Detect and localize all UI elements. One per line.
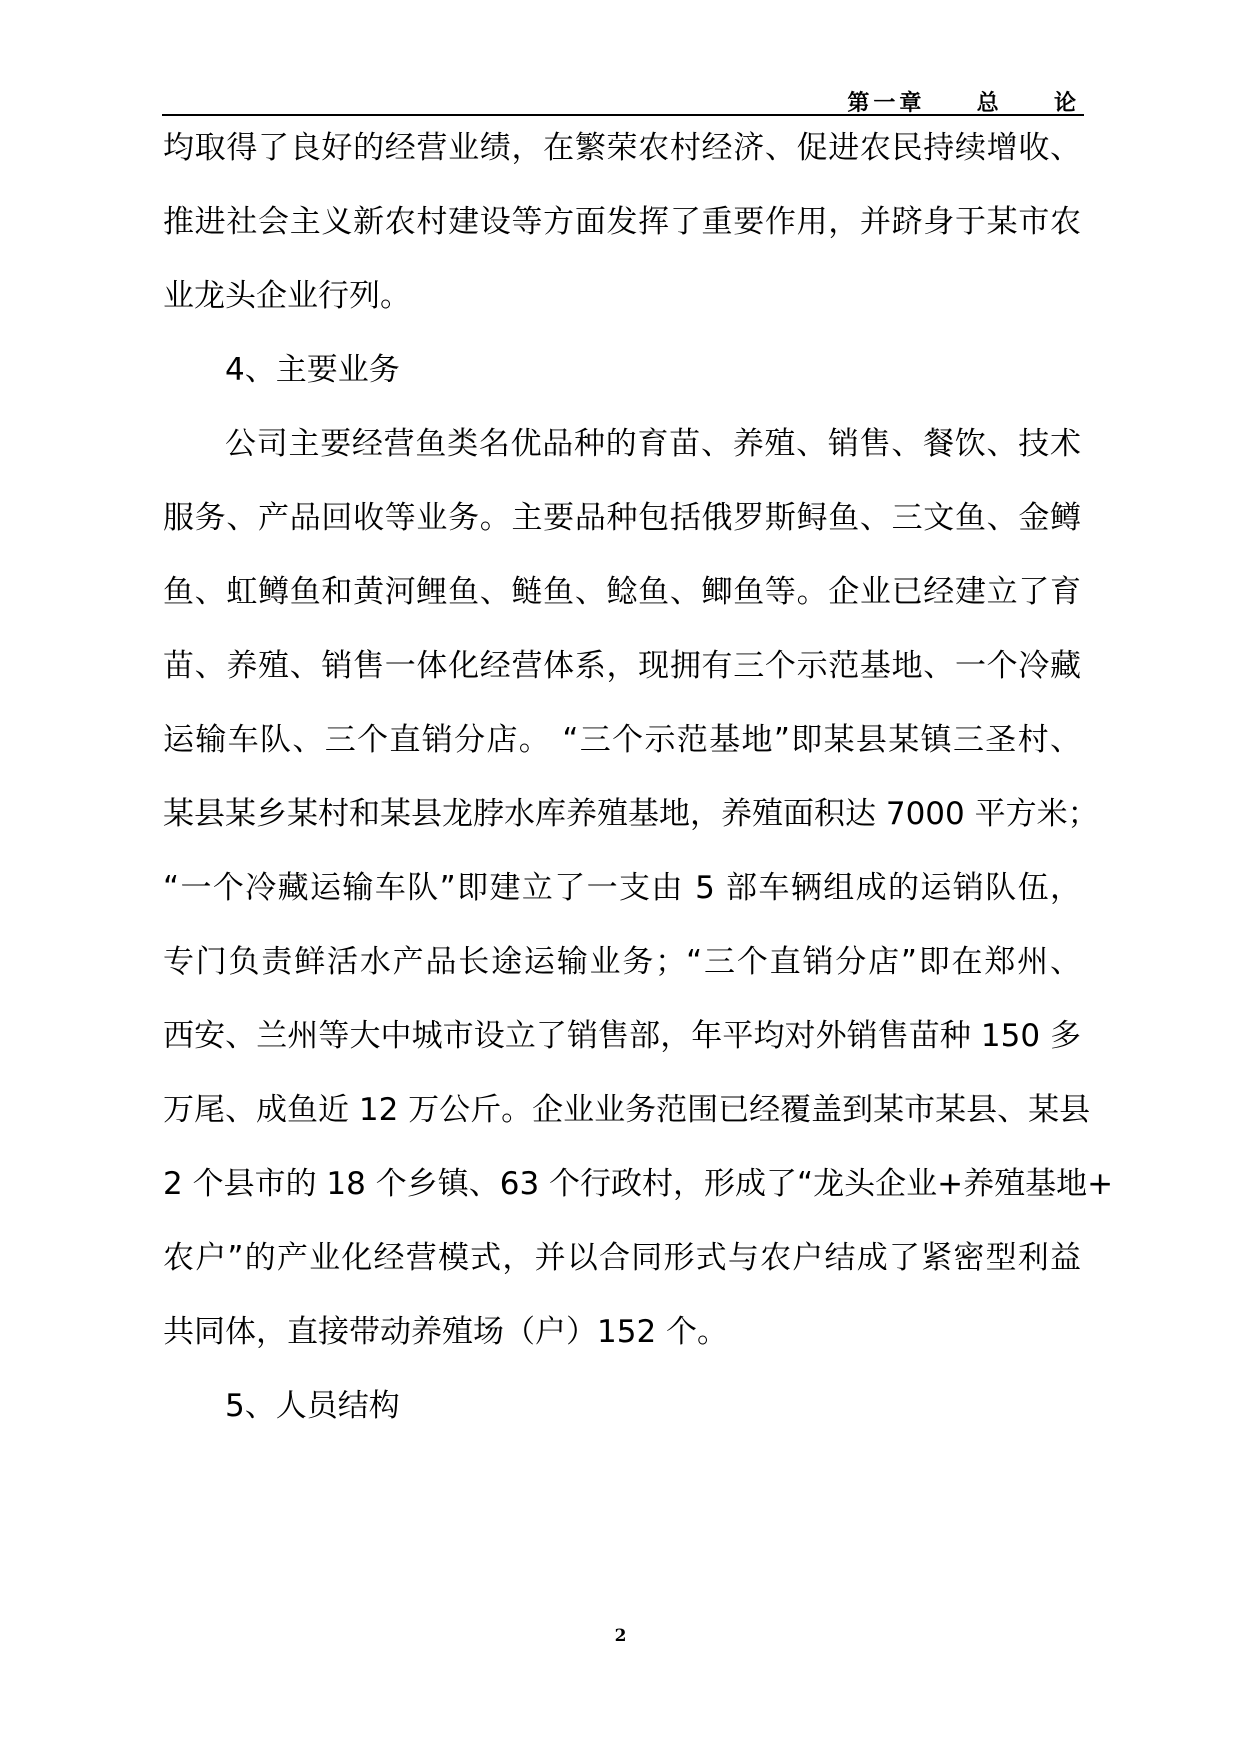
paragraph-line: 2 个县市的 18 个乡镇、63 个行政村，形成了“龙头企业+养殖基地+ (163, 1166, 1114, 1202)
paragraph-line: 西安、兰州等大中城市设立了销售部，年平均对外销售苗种 150 多 (163, 1018, 1081, 1054)
paragraph-line: 运输车队、三个直销分店。 “三个示范基地”即某县某镇三圣村、 (163, 722, 1081, 758)
paragraph-line: “一个冷藏运输车队”即建立了一支由 5 部车辆组成的运销队伍， (163, 870, 1081, 906)
paragraph-line: 农户”的产业化经营模式，并以合同形式与农户结成了紧密型利益 (163, 1240, 1081, 1276)
paragraph-line: 公司主要经营鱼类名优品种的育苗、养殖、销售、餐饮、技术 (225, 426, 1081, 462)
paragraph-line: 均取得了良好的经营业绩，在繁荣农村经济、促进农民持续增收、 (163, 130, 1081, 166)
section-heading-main-business: 4、主要业务 (225, 352, 400, 388)
paragraph-line: 苗、养殖、销售一体化经营体系，现拥有三个示范基地、一个冷藏 (163, 648, 1081, 684)
chapter-title: 第一章 总 论 (847, 91, 1080, 116)
paragraph-line: 服务、产品回收等业务。主要品种包括俄罗斯鲟鱼、三文鱼、金鳟 (163, 500, 1081, 536)
paragraph-line: 万尾、成鱼近 12 万公斤。企业业务范围已经覆盖到某市某县、某县 (163, 1092, 1091, 1128)
paragraph-line: 鱼、虹鳟鱼和黄河鲤鱼、鲢鱼、鲶鱼、鲫鱼等。企业已经建立了育 (163, 574, 1081, 610)
page-number: 2 (614, 1626, 627, 1646)
page-header (162, 86, 1084, 116)
paragraph-line: 共同体，直接带动养殖场（户）152 个。 (163, 1314, 729, 1350)
paragraph-line: 某县某乡某村和某县龙脖水库养殖基地，养殖面积达 7000 平方米； (163, 796, 1099, 832)
paragraph-line: 专门负责鲜活水产品长途运输业务；“三个直销分店”即在郑州、 (163, 944, 1081, 980)
paragraph-line: 业龙头企业行列。 (163, 278, 411, 314)
section-heading-staff-structure: 5、人员结构 (225, 1388, 400, 1424)
paragraph-line: 推进社会主义新农村建设等方面发挥了重要作用，并跻身于某市农 (163, 204, 1081, 240)
